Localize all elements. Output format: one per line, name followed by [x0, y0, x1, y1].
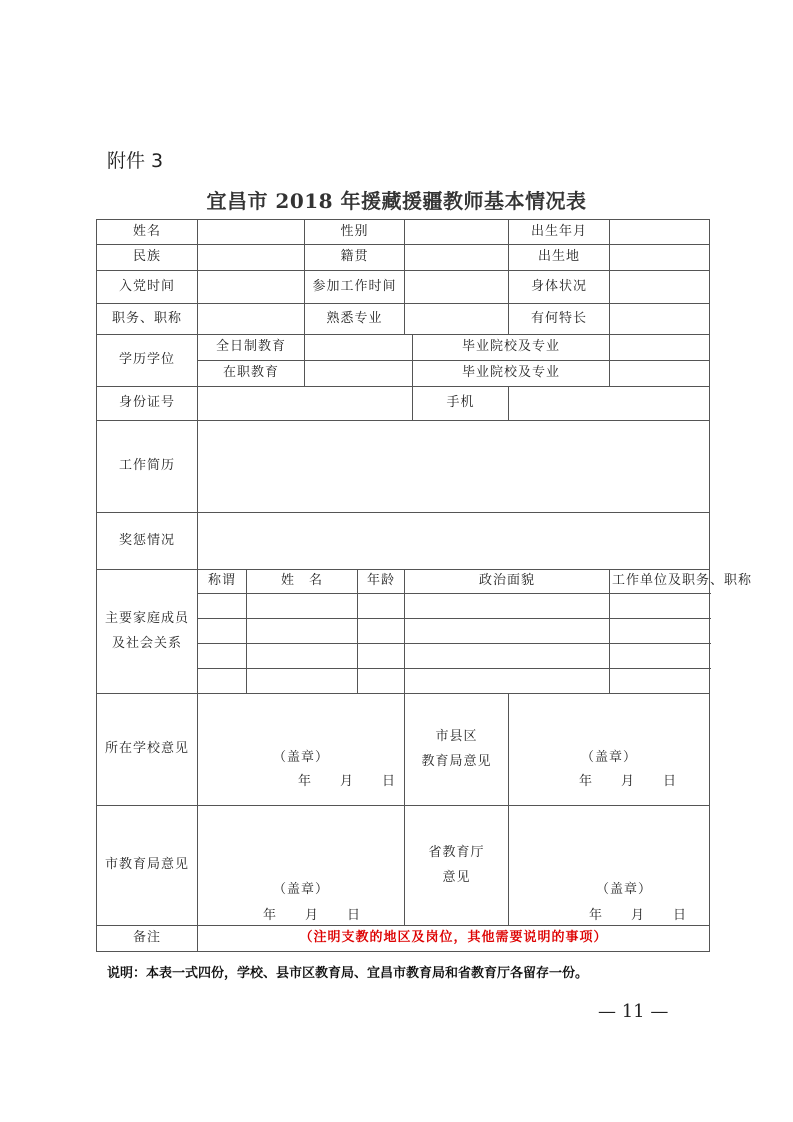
label-family-line2: 及社会关系 [111, 635, 182, 651]
label-work-history: 工作简历 [97, 421, 198, 513]
remarks-note: （注明支教的地区及岗位，其他需要说明的事项） [299, 930, 608, 946]
province-date-text: 年 月 日 [589, 908, 688, 923]
label-specialty: 有何特长 [509, 304, 610, 335]
label-education: 学历学位 [97, 335, 198, 387]
city-seal-text: （盖章） [273, 882, 330, 897]
family-header-work: 工作单位及职务、职称 [610, 570, 710, 594]
label-position-title: 职务、职称 [97, 304, 198, 335]
label-family-line1: 主要家庭成员 [104, 610, 189, 626]
family-politics-cell[interactable] [405, 594, 610, 619]
annex-label: 附件 3 [107, 150, 164, 172]
page-number: — 11 — [598, 1001, 669, 1022]
label-county-bureau-line2: 教育局意见 [421, 753, 492, 769]
label-ethnicity: 民族 [97, 245, 198, 271]
family-politics-cell[interactable] [405, 644, 610, 669]
label-health: 身体状况 [509, 271, 610, 304]
id-number-field[interactable] [198, 387, 413, 421]
family-relation-cell[interactable] [198, 644, 247, 669]
family-relation-cell[interactable] [198, 619, 247, 644]
party-date-field[interactable] [198, 271, 305, 304]
label-rewards: 奖惩情况 [97, 513, 198, 570]
ethnicity-field[interactable] [198, 245, 305, 271]
fulltime-field[interactable] [305, 335, 413, 361]
health-field[interactable] [610, 271, 710, 304]
label-work-start: 参加工作时间 [305, 271, 405, 304]
explanation-note: 说明：本表一式四份，学校、县市区教育局、宜昌市教育局和省教育厅各留存一份。 [107, 966, 589, 981]
label-province-dept [405, 806, 509, 926]
native-place-field[interactable] [405, 245, 509, 271]
label-graduated-school-1: 毕业院校及专业 [413, 335, 610, 361]
county-date-text: 年 月 日 [579, 774, 678, 789]
label-graduated-school-2: 毕业院校及专业 [413, 361, 610, 387]
family-relation-cell[interactable] [198, 669, 247, 694]
family-name-cell[interactable] [247, 669, 358, 694]
label-party-date: 入党时间 [97, 271, 198, 304]
school-opinion-cell[interactable] [198, 694, 405, 806]
work-history-field[interactable] [198, 421, 710, 513]
family-age-cell[interactable] [358, 644, 405, 669]
label-name: 姓名 [97, 220, 198, 245]
label-id-number: 身份证号 [97, 387, 198, 421]
label-remarks: 备注 [97, 926, 198, 952]
family-work-cell[interactable] [610, 669, 710, 694]
form-title: 宜昌市 2018 年援藏援疆教师基本情况表 [206, 189, 587, 213]
teacher-info-form [96, 219, 753, 952]
work-start-field[interactable] [405, 271, 509, 304]
county-seal-text: （盖章） [581, 750, 638, 765]
family-work-cell[interactable] [610, 644, 710, 669]
birthplace-field[interactable] [610, 245, 710, 271]
phone-field[interactable] [509, 387, 710, 421]
family-header-age: 年龄 [358, 570, 405, 594]
family-politics-cell[interactable] [405, 669, 610, 694]
family-age-cell[interactable] [358, 669, 405, 694]
label-family [97, 570, 198, 694]
city-bureau-opinion-cell[interactable] [198, 806, 405, 926]
birth-field[interactable] [610, 220, 710, 245]
family-relation-cell[interactable] [198, 594, 247, 619]
county-bureau-opinion-cell[interactable] [509, 694, 710, 806]
family-header-name: 姓 名 [247, 570, 358, 594]
specialty-field[interactable] [610, 304, 710, 335]
province-seal-text: （盖章） [596, 882, 653, 897]
label-native-place: 籍贯 [305, 245, 405, 271]
label-birthplace: 出生地 [509, 245, 610, 271]
inservice-field[interactable] [305, 361, 413, 387]
fulltime-school-field[interactable] [610, 335, 710, 361]
province-dept-opinion-cell[interactable] [509, 806, 710, 926]
label-gender: 性别 [305, 220, 405, 245]
family-work-cell[interactable] [610, 619, 710, 644]
label-city-bureau: 市教育局意见 [97, 806, 198, 926]
family-name-cell[interactable] [247, 619, 358, 644]
label-province-dept-line2: 意见 [442, 869, 471, 885]
family-age-cell[interactable] [358, 594, 405, 619]
name-field[interactable] [198, 220, 305, 245]
family-name-cell[interactable] [247, 594, 358, 619]
label-county-bureau-line1: 市县区 [435, 728, 478, 744]
label-county-bureau [405, 694, 509, 806]
family-header-relation: 称谓 [198, 570, 247, 594]
label-school-opinion: 所在学校意见 [97, 694, 198, 806]
familiar-major-field[interactable] [405, 304, 509, 335]
school-date-text: 年 月 日 [298, 774, 397, 789]
remarks-field[interactable] [198, 926, 710, 952]
label-phone: 手机 [413, 387, 509, 421]
city-date-text: 年 月 日 [263, 908, 362, 923]
label-birth: 出生年月 [509, 220, 610, 245]
label-fulltime: 全日制教育 [198, 335, 305, 361]
family-politics-cell[interactable] [405, 619, 610, 644]
inservice-school-field[interactable] [610, 361, 710, 387]
school-seal-text: （盖章） [273, 750, 330, 765]
label-familiar-major: 熟悉专业 [305, 304, 405, 335]
position-title-field[interactable] [198, 304, 305, 335]
family-work-cell[interactable] [610, 594, 710, 619]
family-header-politics: 政治面貌 [405, 570, 610, 594]
rewards-field[interactable] [198, 513, 710, 570]
label-province-dept-line1: 省教育厅 [428, 844, 485, 860]
label-inservice: 在职教育 [198, 361, 305, 387]
family-age-cell[interactable] [358, 619, 405, 644]
family-name-cell[interactable] [247, 644, 358, 669]
gender-field[interactable] [405, 220, 509, 245]
